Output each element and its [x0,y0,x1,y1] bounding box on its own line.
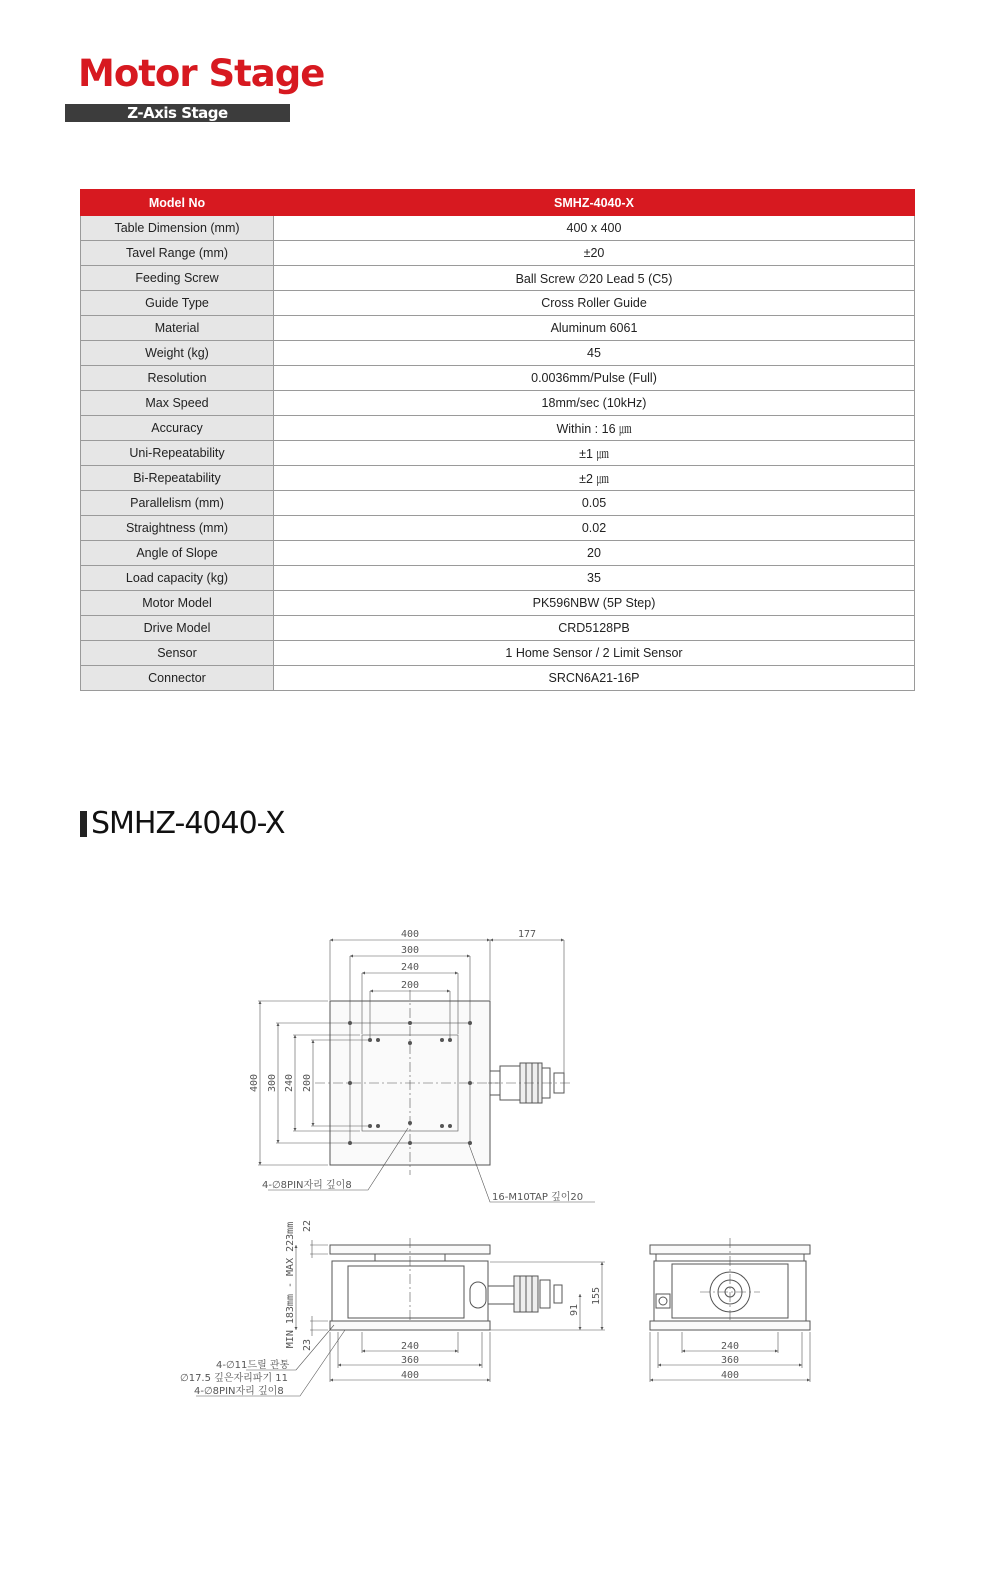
table-header-row [81,190,915,216]
side-view-base-plate [650,1321,810,1330]
spec-value: Cross Roller Guide [274,291,915,316]
dim-left-400: 400 [249,1073,260,1093]
table-row [81,416,915,441]
technical-drawing [0,900,1000,1420]
spec-value: Within : 16 ㎛ [274,416,915,441]
page-subtitle-badge: Z-Axis Stage [65,104,290,122]
table-row [81,516,915,541]
table-row [81,216,915,241]
spec-value: CRD5128PB [274,616,915,641]
table-row [81,366,915,391]
spec-label: Weight (kg) [81,341,274,366]
spec-value: Aluminum 6061 [274,316,915,341]
spec-label: Sensor [81,641,274,666]
side-dim-360: 360 [720,1355,740,1366]
front-dim-400: 400 [400,1370,420,1381]
spec-value: 0.05 [274,491,915,516]
spec-label: Angle of Slope [81,541,274,566]
front-dim-23: 23 [302,1338,313,1352]
front-view-motor [470,1276,562,1312]
table-row [81,641,915,666]
spec-label: Load capacity (kg) [81,566,274,591]
table-row [81,291,915,316]
spec-value: 35 [274,566,915,591]
table-row [81,266,915,291]
column-header-model-value: SMHZ-4040-X [274,190,915,216]
front-dim-91: 91 [569,1303,580,1317]
table-row [81,541,915,566]
dim-left-300: 300 [267,1073,278,1093]
spec-value: 1 Home Sensor / 2 Limit Sensor [274,641,915,666]
front-dim-155: 155 [591,1286,602,1306]
spec-label: Tavel Range (mm) [81,241,274,266]
callout-top-tap: 16-M10TAP 깊이20 [492,1192,584,1203]
spec-value: ±1 ㎛ [274,441,915,466]
spec-table [80,189,915,691]
callout-top-pin: 4-∅8PIN자리 깊이8 [262,1180,352,1191]
spec-value: 0.0036mm/Pulse (Full) [274,366,915,391]
spec-label: Max Speed [81,391,274,416]
table-row [81,591,915,616]
spec-label: Accuracy [81,416,274,441]
spec-label: Parallelism (mm) [81,491,274,516]
dim-top-200: 200 [400,980,420,991]
table-row [81,391,915,416]
table-row [81,466,915,491]
spec-label: Connector [81,666,274,691]
side-dim-240: 240 [720,1341,740,1352]
section-title [80,806,285,841]
table-row [81,316,915,341]
spec-label: Drive Model [81,616,274,641]
dim-top-300: 300 [400,945,420,956]
spec-value: 0.02 [274,516,915,541]
table-row [81,616,915,641]
side-dim-400: 400 [720,1370,740,1381]
spec-value: 45 [274,341,915,366]
table-row [81,341,915,366]
table-row [81,441,915,466]
table-row [81,491,915,516]
spec-value: 400 x 400 [274,216,915,241]
spec-value: 20 [274,541,915,566]
page-title: Motor Stage [78,52,325,95]
spec-label: Straightness (mm) [81,516,274,541]
spec-label: Material [81,316,274,341]
dim-top-400: 400 [400,929,420,940]
spec-label: Table Dimension (mm) [81,216,274,241]
spec-value: PK596NBW (5P Step) [274,591,915,616]
spec-value: ±2 ㎛ [274,466,915,491]
dim-left-240: 240 [284,1073,295,1093]
callout-front-drill: 4-∅11드릴 관통 [216,1360,290,1371]
table-row [81,241,915,266]
spec-label: Guide Type [81,291,274,316]
callout-front-pin: 4-∅8PIN자리 깊이8 [194,1386,284,1397]
table-row [81,566,915,591]
top-view [258,940,595,1202]
spec-label: Motor Model [81,591,274,616]
spec-value: 18mm/sec (10kHz) [274,391,915,416]
front-dim-22: 22 [302,1219,313,1233]
spec-label: Resolution [81,366,274,391]
callout-front-counterbore: ∅17.5 깊은자리파기 11 [180,1373,289,1384]
top-view-motor [488,1063,570,1103]
spec-value: ±20 [274,241,915,266]
column-header-model-no: Model No [81,190,274,216]
dim-top-177: 177 [517,929,537,940]
table-row [81,666,915,691]
spec-value: Ball Screw ∅20 Lead 5 (C5) [274,266,915,291]
spec-value: SRCN6A21-16P [274,666,915,691]
front-dim-360: 360 [400,1355,420,1366]
spec-label: Bi-Repeatability [81,466,274,491]
section-title-text: SMHZ-4040-X [91,806,285,841]
spec-label: Uni-Repeatability [81,441,274,466]
front-height-range: MIN 183mm - MAX 223mm [285,1221,296,1349]
front-view-base-plate [330,1321,490,1330]
front-dim-240: 240 [400,1341,420,1352]
spec-label: Feeding Screw [81,266,274,291]
section-title-bar [80,811,87,837]
dim-left-200: 200 [302,1073,313,1093]
dim-top-240: 240 [400,962,420,973]
